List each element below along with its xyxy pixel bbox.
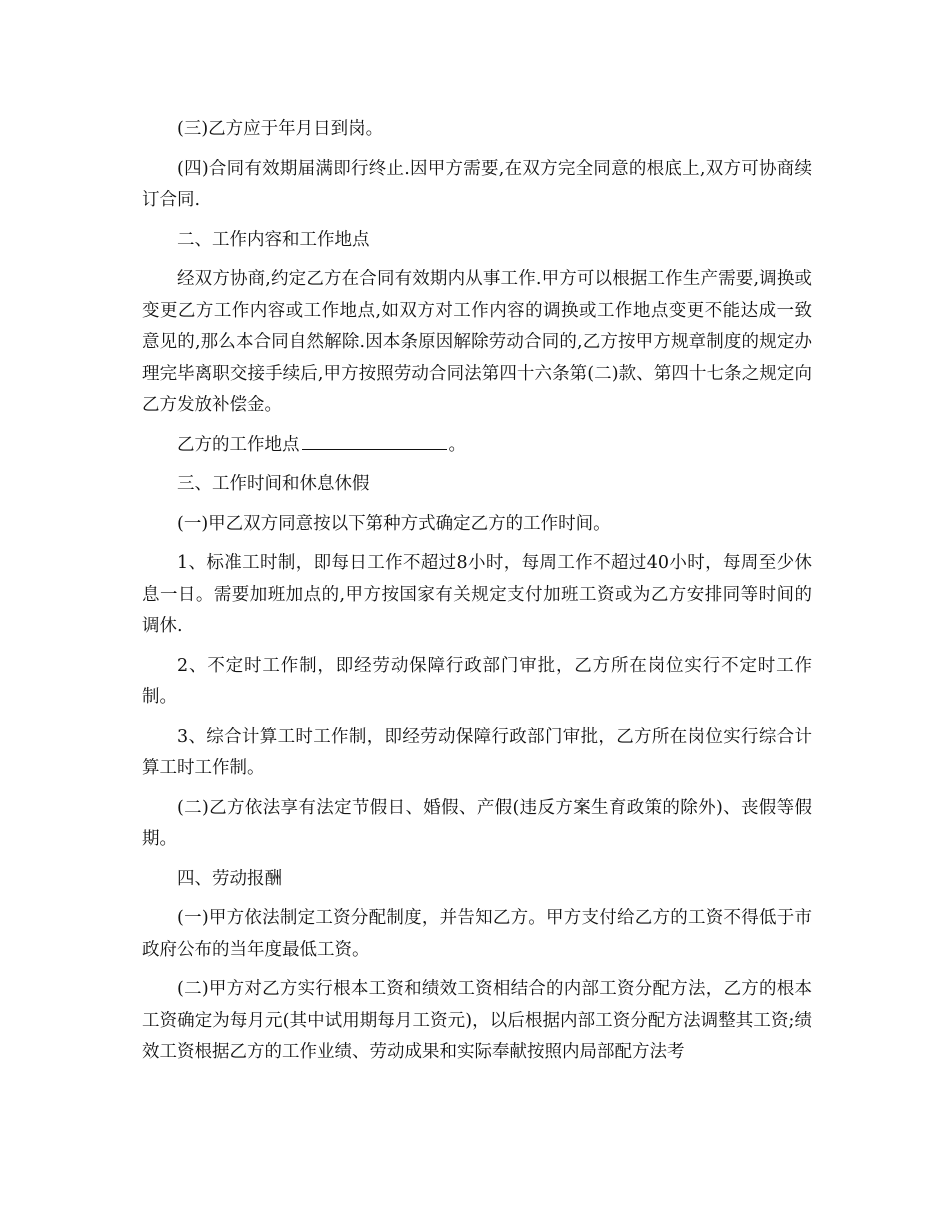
paragraph-work-hours-mode: (一)甲乙双方同意按以下第种方式确定乙方的工作时间。 — [177, 513, 611, 534]
workplace-blank-line — [302, 431, 447, 450]
paragraph-flexible-hours: 2、不定时工作制，即经劳动保障行政部门审批，乙方所在岗位实行不定时工作制。 — [142, 655, 812, 707]
heading-work-hours: 三、工作时间和休息休假 — [177, 474, 370, 494]
workplace-label: 乙方的工作地点 — [177, 434, 300, 455]
paragraph-workplace — [142, 430, 812, 462]
heading-work-content: 二、工作内容和工作地点 — [177, 229, 370, 250]
document-body — [142, 114, 812, 1077]
paragraph-arrival-date: (三)乙方应于年月日到岗。 — [177, 119, 384, 139]
paragraph-work-content: 经双方协商,约定乙方在合同有效期内从事工作.甲方可以根据工作生产需要,调换或变更乙方工作内容或工作地点,如双方对工作内容的调换或工作地点变更不能达成一致意见的,那么本合同自然解除.因本条原因解除劳动合同的,乙方按甲方规章制度的规定办理完毕离职交接手续后,甲方按照劳动合同法第四十六条第(二)款、第四十七条之规定向乙方发放补偿金。 — [142, 269, 812, 415]
paragraph-holidays: (二)乙方依法享有法定节假日、婚假、产假(违反方案生育政策的除外)、丧假等假期。 — [142, 797, 812, 849]
paragraph-wage-structure: (二)甲方对乙方实行根本工资和绩效工资相结合的内部工资分配方法，乙方的根本工资确定为每月元(其中试用期每月工资元)，以后根据内部工资分配方法调整其工资;绩效工资根据乙方的工作业绩、劳动成果和实际奉献按照内局部配方法考 — [142, 979, 812, 1062]
paragraph-contract-expiry: (四)合同有效期届满即行终止.因甲方需要,在双方完全同意的根底上,双方可协商续订合同. — [142, 158, 812, 210]
workplace-suffix: 。 — [448, 434, 466, 455]
heading-remuneration: 四、劳动报酬 — [177, 868, 282, 889]
paragraph-standard-hours: 1、标准工时制，即每日工作不超过8小时，每周工作不超过40小时，每周至少休息一日。需要加班加点的,甲方按国家有关规定支付加班工资或为乙方安排同等时间的调休. — [142, 553, 812, 636]
paragraph-wage-system: (一)甲方依法制定工资分配制度，并告知乙方。甲方支付给乙方的工资不得低于市政府公布的当年度最低工资。 — [142, 908, 812, 960]
paragraph-comprehensive-hours: 3、综合计算工时工作制，即经劳动保障行政部门审批，乙方所在岗位实行综合计算工时工作制。 — [142, 726, 812, 778]
